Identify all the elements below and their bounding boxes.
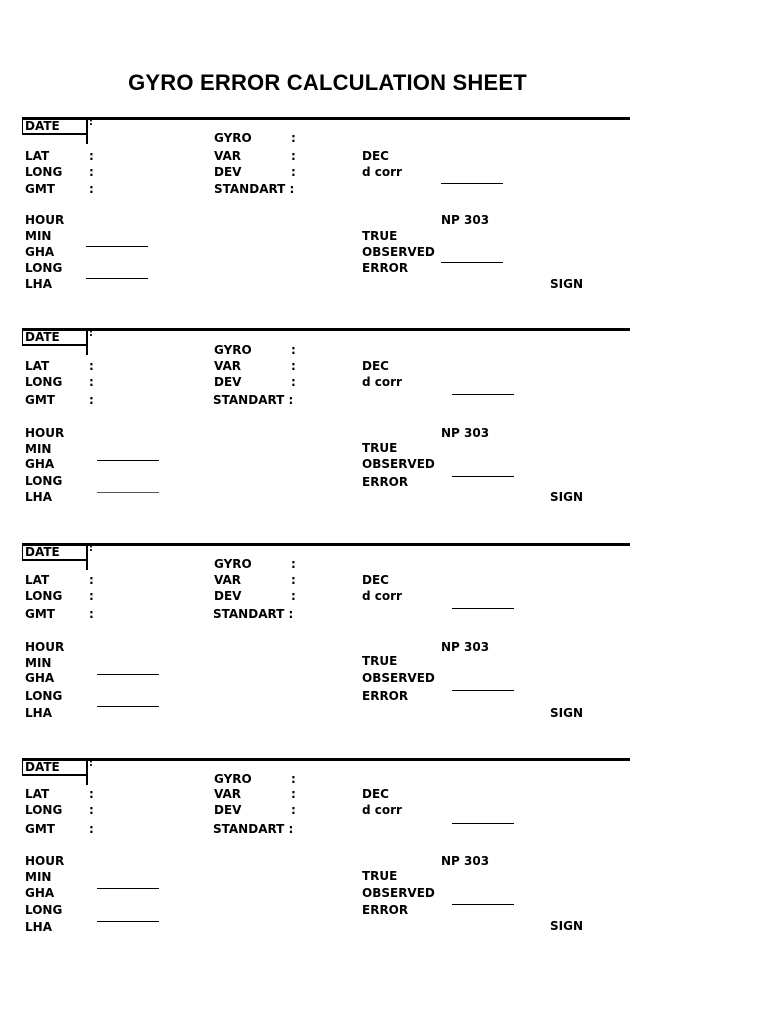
d-corr-line [452, 608, 514, 609]
gmt-colon: : [89, 607, 94, 621]
gmt-label: GMT [25, 822, 55, 836]
error-label: ERROR [362, 903, 409, 917]
gmt-colon: : [89, 393, 94, 407]
d-corr-line [452, 823, 514, 824]
gha-label: GHA [25, 886, 55, 900]
observed-label: OBSERVED [362, 245, 435, 259]
date-colon: : [89, 117, 93, 128]
d-corr-label: d corr [362, 165, 402, 179]
lat-colon: : [89, 359, 94, 373]
gmt-label: GMT [25, 607, 55, 621]
date-label: DATE [25, 545, 60, 559]
error-label: ERROR [362, 689, 409, 703]
observed-label: OBSERVED [362, 886, 435, 900]
gha-line [97, 888, 159, 889]
gyro-label: GYRO [214, 131, 252, 145]
lat-colon: : [89, 787, 94, 801]
dev-label: DEV [214, 375, 242, 389]
min-label: MIN [25, 656, 52, 670]
gmt-colon: : [89, 822, 94, 836]
gha-label: GHA [25, 671, 55, 685]
error-label: ERROR [362, 475, 409, 489]
min-label: MIN [25, 870, 52, 884]
lha-label: LHA [25, 490, 52, 504]
dev-colon: : [291, 589, 296, 603]
calc-block-4 [0, 758, 768, 973]
standart-label: STANDART : [214, 182, 295, 196]
date-label: DATE [25, 760, 60, 774]
long-label: LONG [25, 589, 63, 603]
gyro-label: GYRO [214, 557, 252, 571]
d-corr-line [441, 183, 503, 184]
observed-label: OBSERVED [362, 457, 435, 471]
long-label: LONG [25, 803, 63, 817]
dev-label: DEV [214, 589, 242, 603]
gyro-colon: : [291, 131, 296, 145]
gyro-colon: : [291, 557, 296, 571]
min-label: MIN [25, 442, 52, 456]
lha-label: LHA [25, 277, 52, 291]
observed-line [452, 476, 514, 477]
var-label: VAR [214, 359, 241, 373]
long-label: LONG [25, 375, 63, 389]
gha-label: GHA [25, 245, 55, 259]
np-label: NP 303 [441, 426, 490, 440]
lha-label: LHA [25, 920, 52, 934]
gha-line [97, 460, 159, 461]
block-rule [22, 543, 630, 546]
dec-label: DEC [362, 787, 389, 801]
var-colon: : [291, 359, 296, 373]
true-label: TRUE [362, 869, 398, 883]
gyro-colon: : [291, 343, 296, 357]
lat-label: LAT [25, 573, 50, 587]
date-divider [86, 761, 88, 785]
var-label: VAR [214, 787, 241, 801]
sign-label: SIGN [550, 277, 583, 291]
lat-colon: : [89, 573, 94, 587]
gha-label: GHA [25, 457, 55, 471]
var-label: VAR [214, 573, 241, 587]
long-label: LONG [25, 689, 63, 703]
long-line [86, 278, 148, 279]
block-rule [22, 758, 630, 761]
page-title: GYRO ERROR CALCULATION SHEET [128, 70, 527, 95]
np-label: NP 303 [441, 213, 490, 227]
long-label: LONG [25, 261, 63, 275]
hour-label: HOUR [25, 213, 65, 227]
gyro-label: GYRO [214, 772, 252, 786]
gyro-label: GYRO [214, 343, 252, 357]
sign-label: SIGN [550, 919, 583, 933]
calc-block-2 [0, 328, 768, 543]
dec-label: DEC [362, 573, 389, 587]
dev-label: DEV [214, 165, 242, 179]
error-label: ERROR [362, 261, 409, 275]
block-rule [22, 328, 630, 331]
np-label: NP 303 [441, 640, 490, 654]
calc-block-1 [0, 117, 768, 332]
observed-line [452, 904, 514, 905]
dev-label: DEV [214, 803, 242, 817]
gmt-colon: : [89, 182, 94, 196]
true-label: TRUE [362, 441, 398, 455]
min-label: MIN [25, 229, 52, 243]
date-colon: : [89, 328, 93, 339]
dev-colon: : [291, 375, 296, 389]
sign-label: SIGN [550, 706, 583, 720]
hour-label: HOUR [25, 640, 65, 654]
long-colon: : [89, 165, 94, 179]
date-label: DATE [25, 119, 60, 133]
calc-block-3 [0, 543, 768, 758]
sign-label: SIGN [550, 490, 583, 504]
d-corr-label: d corr [362, 803, 402, 817]
gmt-label: GMT [25, 393, 55, 407]
standart-label: STANDART : [213, 607, 294, 621]
standart-label: STANDART : [213, 393, 294, 407]
hour-label: HOUR [25, 854, 65, 868]
date-colon: : [89, 543, 93, 554]
block-rule [22, 117, 630, 120]
var-label: VAR [214, 149, 241, 163]
long-label: LONG [25, 165, 63, 179]
var-colon: : [291, 149, 296, 163]
long-label: LONG [25, 903, 63, 917]
np-label: NP 303 [441, 854, 490, 868]
long-colon: : [89, 589, 94, 603]
dec-label: DEC [362, 149, 389, 163]
hour-label: HOUR [25, 426, 65, 440]
long-line [97, 921, 159, 922]
observed-line [441, 262, 503, 263]
lat-label: LAT [25, 149, 50, 163]
date-divider [86, 331, 88, 355]
d-corr-label: d corr [362, 375, 402, 389]
lat-label: LAT [25, 787, 50, 801]
d-corr-line [452, 394, 514, 395]
lat-colon: : [89, 149, 94, 163]
standart-label: STANDART : [213, 822, 294, 836]
true-label: TRUE [362, 229, 398, 243]
lha-label: LHA [25, 706, 52, 720]
true-label: TRUE [362, 654, 398, 668]
observed-label: OBSERVED [362, 671, 435, 685]
gha-line [97, 674, 159, 675]
long-line [97, 492, 159, 493]
dev-colon: : [291, 165, 296, 179]
long-line [97, 706, 159, 707]
long-colon: : [89, 375, 94, 389]
var-colon: : [291, 787, 296, 801]
long-label: LONG [25, 474, 63, 488]
d-corr-label: d corr [362, 589, 402, 603]
dec-label: DEC [362, 359, 389, 373]
gyro-colon: : [291, 772, 296, 786]
date-label: DATE [25, 330, 60, 344]
long-colon: : [89, 803, 94, 817]
date-divider [86, 120, 88, 144]
date-colon: : [89, 758, 93, 769]
gmt-label: GMT [25, 182, 55, 196]
dev-colon: : [291, 803, 296, 817]
lat-label: LAT [25, 359, 50, 373]
observed-line [452, 690, 514, 691]
date-divider [86, 546, 88, 570]
gha-line [86, 246, 148, 247]
var-colon: : [291, 573, 296, 587]
